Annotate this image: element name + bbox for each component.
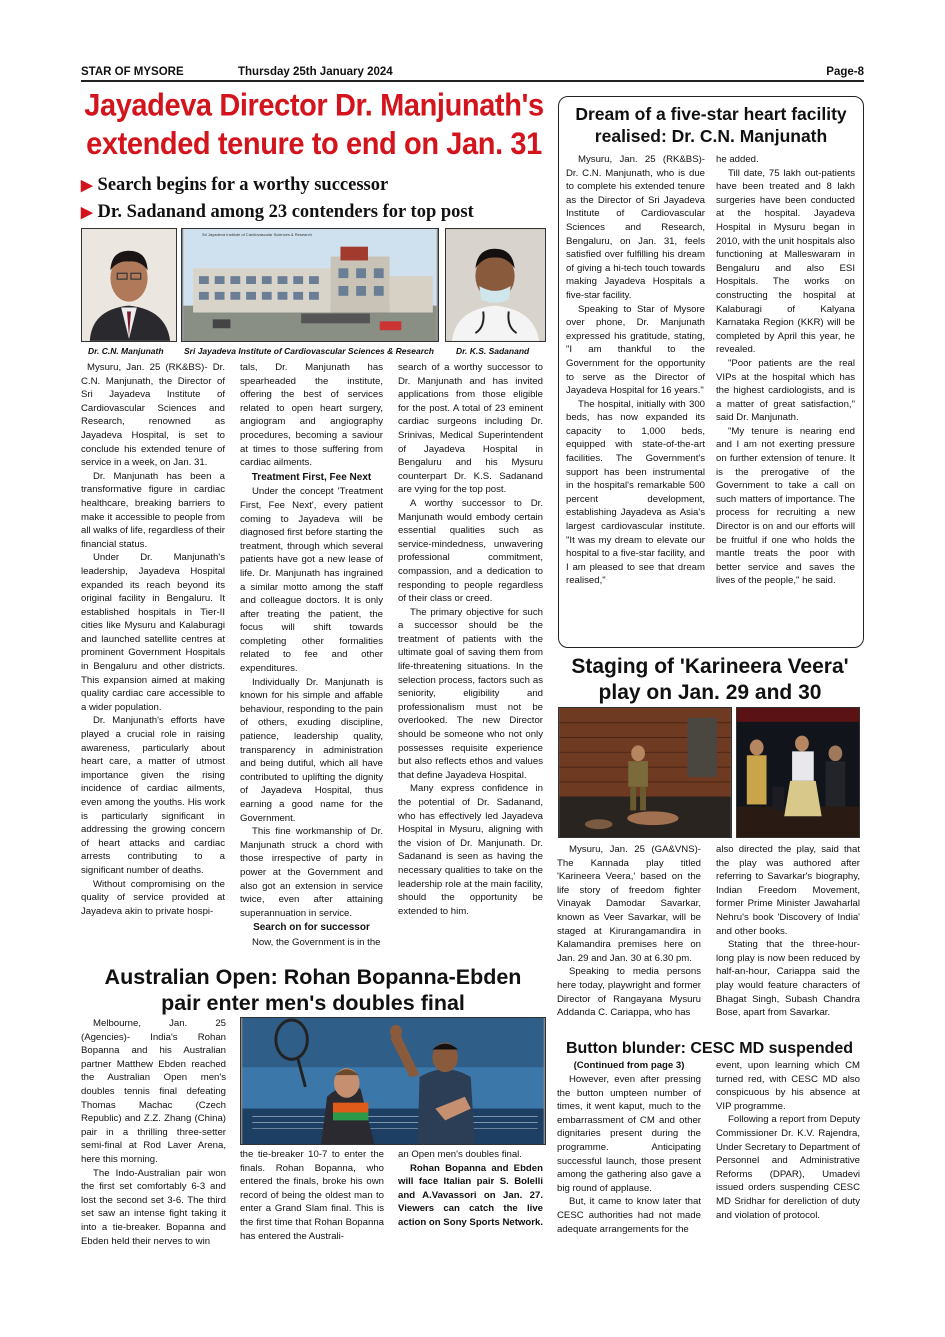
lead-column-3 [398,361,543,918]
lead-headline-line1: Jayadeva Director Dr. Manjunath's [84,88,544,123]
paragraph: But, it came to know later that CESC authorities had not made adequate arrangements for the [557,1196,701,1235]
paragraph: Now, the Government is in the [252,936,381,948]
players-image [241,1018,545,1144]
tennis-photo [240,1017,546,1145]
lead-bullet-2: ▶ Dr. Sadanand among 23 contenders for top post [81,202,474,222]
paragraph: This fine workmanship of Dr. Manjunath struck a chord with those irrespective of party in power at the Government and also got an extension in service twice, even after attaining superannuation in service. [240,826,383,919]
play-headline-line1: Staging of 'Karineera Veera' [571,655,849,678]
paragraph: Dr. Manjunath has been a transformative figure in cardiac healthcare, breaking barriers to make it accessible to people from all walks of life, regardless of their financial status. [81,470,225,550]
building-image [182,229,438,341]
continued-note: (Continued from page 3) [573,1060,685,1071]
paragraph: tals, Dr. Manjunath has spearheaded the institute, offering the best of services related to open heart surgery, angiogram and angiography procedures, becoming a saviour at times to those suffering from cardiac ailments. [240,362,383,469]
page-number: Page-8 [826,66,864,78]
paragraph: Following a report from Deputy Commissioner Dr. K.V. Rajendra, Under Secretary to Department of Personnel and Administrative Reforms (DPAR), Umadevi issued orders suspending CESC MD Sridhar for dereliction of duty and violation of protocol. [716,1114,860,1221]
paragraph: Till date, 75 lakh out-patients have been treated and 8 lakh surgeries have been conducted at the hospital. Jayadeva Hospital in Mysuru began in 2010, with the unit hospitals also functioning at Malleswaram in Bengaluru and also ESI Hospitals. The works on constructing the hospital at Kalaburagi of Kalyana Karnataka Region (KKR) will be completed by April this year, he revealed. [716,167,855,356]
lead-headline-line2: extended tenure to end on Jan. 31 [86,127,542,162]
paragraph-bold: Rohan Bopanna and Ebden will face Italian pair S. Bolelli and A.Vavassori on Jan. 27. Viewers can catch the live action on Sony Sports Network. [398,1162,543,1228]
subhead-treatment-first: Treatment First, Fee Next [251,471,372,483]
caption-manjunath: Dr. C.N. Manjunath [88,346,164,356]
lead-column-2 [240,361,383,950]
paragraph: Under the concept 'Treatment First, Fee Next', every patient coming to Jayadeva will be diagnosed first before starting the treatment, through which several patients have got a new lease of life. Dr. Manjunath has ingrained a similar motto among the staff and colleague doctors. It is only after treating the patient, the focus will shift towards completing other formalities related to fee and other expenditures. [240,486,383,675]
paragraph: Dr. Manjunath's efforts have played a crucial role in raising awareness, particularly about heart care, a matter of utmost importance given the rising incidence of cardiac ailments, even among the youths. His work is particularly significant in addressing the growing concern of heart attacks and cardiac arrests contributing to a significant number of deaths. [81,715,225,876]
paragraph: event, upon learning which CM turned red, with CESC MD also conspicuous by his absence at VIP programme. [716,1060,860,1112]
lead-headline [81,86,547,164]
triangle-icon: ▶ [81,178,93,194]
stage-image [737,708,859,837]
paragraph: "Poor patients are the real VIPs at the hospital which has the highest cardiologists, and is a matter of great satisfaction," said Dr. Manjunath. [716,357,855,424]
paragraph: he added. [716,154,759,165]
caption-building: Sri Jayadeva Institute of Cardiovascular Sciences & Research [184,346,434,356]
paragraph: Melbourne, Jan. 25 (Agencies)- India's Rohan Bopanna and his Australian partner Matthew Ebden reached the Australian Open men's doubles tennis final defeating Thomas Machac (Czech Republic) and Z.Z. Zhang (China) pair in a thrilling three-setter semi-final at Rod Laver Arena, here this morning. [81,1018,226,1165]
jayadeva-building-photo [181,228,439,342]
play-column-2 [716,843,860,1020]
tennis-headline [81,964,545,1016]
tennis-column-2 [240,1148,384,1243]
paragraph: Mysuru, Jan. 25 (RK&BS)- Dr. C.N. Manjunath, who is due to complete his extended tenure as the Director of Sri Jayadeva Institute of Cardiovascular Sciences and Research, Bengaluru, on Jan. 31, feels satisfied over fulfilling his dream of giving a hi-tech touch towards making Jayadeva Hospitals a five-star facility. [566,154,705,301]
paragraph: The primary objective for such a successor should be the treatment of patients with the ultimate goal of saving them from life-threatening situations. In the selection process, factors such as seniority, eligibility and professionalism must not be overlooked. The new Director should be someone who not only possesses requisite experience but also reflects ethos and values that define Jayadeva Hospital. [398,606,543,781]
paragraph: The hospital, initially with 300 beds, has now expanded its capacity to 1,000 beds, equipped with state-of-the-art facilities. The Government's support has been instrumental in the hospital's remarkable 500 percent development, establishing Jayadeva as Asia's largest cardiovascular institute. "It was my dream to elevate our hospital to a five-star facility, and I am pleased to see that dream realised," [566,398,705,587]
caption-sadanand: Dr. K.S. Sadanand [456,346,530,356]
play-headline [556,654,864,706]
paragraph: However, even after pressing the button umpteen number of times, it went kaput, much to the embarrassment of CM and other dignitaries present during the programme. Anticipating successful launch, those present among the gathering also gave a big round of applause. [557,1074,701,1194]
portrait-image [446,229,545,341]
tennis-column-1 [81,1017,226,1248]
paragraph: Speaking to Star of Mysore over phone, Dr. Manjunath expressed his gratitude, stating, "I am thankful to the Government for the opportunity to serve as the Director of Jayadeva Hospital for 16 years." [566,303,705,397]
paragraph: Mysuru, Jan. 25 (RK&BS)- Dr. C.N. Manjunath, the Director of Sri Jayadeva Institute of Cardiovascular Sciences and Research, renowned as Jayadeva Hospital, is set to conclude his extended tenure of service in a week, on Jan. 31. [81,362,225,469]
stage-image [559,708,731,837]
blunder-column-2 [716,1059,860,1222]
tennis-headline-line2: pair enter men's doubles final [161,991,465,1015]
paragraph: Without compromising on the quality of service provided at Jayadeva akin to private hospi- [81,878,225,917]
tennis-column-3 [398,1148,543,1230]
play-column-1 [557,843,701,1020]
paragraph: Mysuru, Jan. 25 (GA&VNS)- The Kannada play titled 'Karineera Veera,' based on the life story of freedom fighter Vinayak Damodar Savarkar, known as Veer Savarkar, will be staged at Kirurangamandira in Kalamandira premises here on Jan. 29 and Jan. 30 at 6.30 pm. [557,844,701,964]
paragraph: Speaking to media persons here today, playwright and former Director of Rangayana Mysuru Addanda C. Cariappa, who has [557,966,701,1019]
sadanand-photo [445,228,546,342]
play-headline-line2: play on Jan. 29 and 30 [598,681,822,704]
building-sign: Sri Jayadeva Institute of Cardiovascular Sciences & Research [202,232,312,237]
blunder-column-1 [557,1073,701,1236]
lead-bullet-1: ▶ Search begins for a worthy successor [81,175,389,195]
paragraph: Stating that the three-hour-long play is now been reduced by half-an-hour, Cariappa said the play would feature characters of Bhagat Singh, Subash Chandra Bose, apart from Savarkar. [716,939,860,1019]
paragraph: an Open men's doubles final. [398,1149,522,1160]
paragraph: search of a worthy successor to Dr. Manjunath and has invited applications from those eligible for the post. A total of 23 eminent cardiac surgeons including Dr. Srinivas, Medical Superintendent of Jayadeva Hospital in Bengaluru and his Mysuru counterpart Dr. K.S. Sadanand are vying for the top post. [398,362,543,496]
issue-date: Thursday 25th January 2024 [238,66,393,78]
dream-column-1 [566,153,705,588]
subhead-search-successor: Search on for successor [253,922,370,934]
triangle-icon: ▶ [81,205,93,221]
dream-headline: Dream of a five-star heart facility realised: Dr. C.N. Manjunath [575,104,847,146]
blunder-headline: Button blunder: CESC MD suspended [565,1040,854,1057]
portrait-image [82,229,176,341]
paragraph: The Indo-Australian pair won the first set comfortably 6-3 and lost the second set 3-6. The third set saw an intense fight taking it into a tie-breaker. Bopanna and Ebden held their nerves to win [81,1167,226,1247]
lead-column-1 [81,361,225,918]
paragraph: Individually Dr. Manjunath is known for his simple and affable behaviour, responding to the pain of others, exuding discipline, patience, leadership quality, transparency in administration and being dutiful, which all have contributed to uplifting the dignity of Jayadeva Hospital, thus earning a good name for the Government. [240,676,383,824]
paragraph: also directed the play, said that the play was authored after referring to Savarkar's biography, Indian Freedom Movement, former Prime Minister Jawaharlal Nehru's book 'Discovery of India' and other books. [716,844,860,937]
paragraph: Under Dr. Manjunath's leadership, Jayadeva Hospital expanded its reach beyond its original facility in Bengaluru. It established hospitals in Tier-II cities like Mysuru and Kalaburagi and launched satellite centres at prominent Government Hospitals in Bengaluru and other districts. This expansion aimed at making quality cardiac care accessible to a wider population. [81,552,225,713]
paragraph: "My tenure is nearing end and I am not exerting pressure on further extension of tenure. It is the prerogative of the Government to take a call on such matters of importance. The process for recruiting a new Director is on and our efforts will be fruitful if one who holds the mantle treats the poor with better service and saves the lives of the people," he said. [716,425,855,587]
masthead-rule [81,80,864,82]
manjunath-photo [81,228,177,342]
play-photo-2 [736,707,860,838]
publication-name: STAR OF MYSORE [81,66,184,78]
paragraph: Many express confidence in the potential of Dr. Sadanand, who has effectively led Jayadeva Hospital in Mysuru, aligning with the vision of Dr. Manjunath. Dr. Sadanand is seen as having the necessary qualities to take on the leadership role at the main facility, should the opportunity be extended to him. [398,783,543,917]
dream-column-2 [716,153,855,588]
play-photo-1 [558,707,732,838]
paragraph: the tie-breaker 10-7 to enter the finals. Rohan Bopanna, who entered the finals, broke his own record of being the oldest man to enter a Grand Slam final. This is the first time that Rohan Bopanna has entered the Australi- [240,1149,384,1242]
tennis-headline-line1: Australian Open: Rohan Bopanna-Ebden [104,965,522,989]
paragraph: A worthy successor to Dr. Manjunath would embody certain essential qualities such as service-mindedness, unwavering professional commitment, compassion, and a dedication to responding to people regardless of their class or creed. [398,497,543,605]
